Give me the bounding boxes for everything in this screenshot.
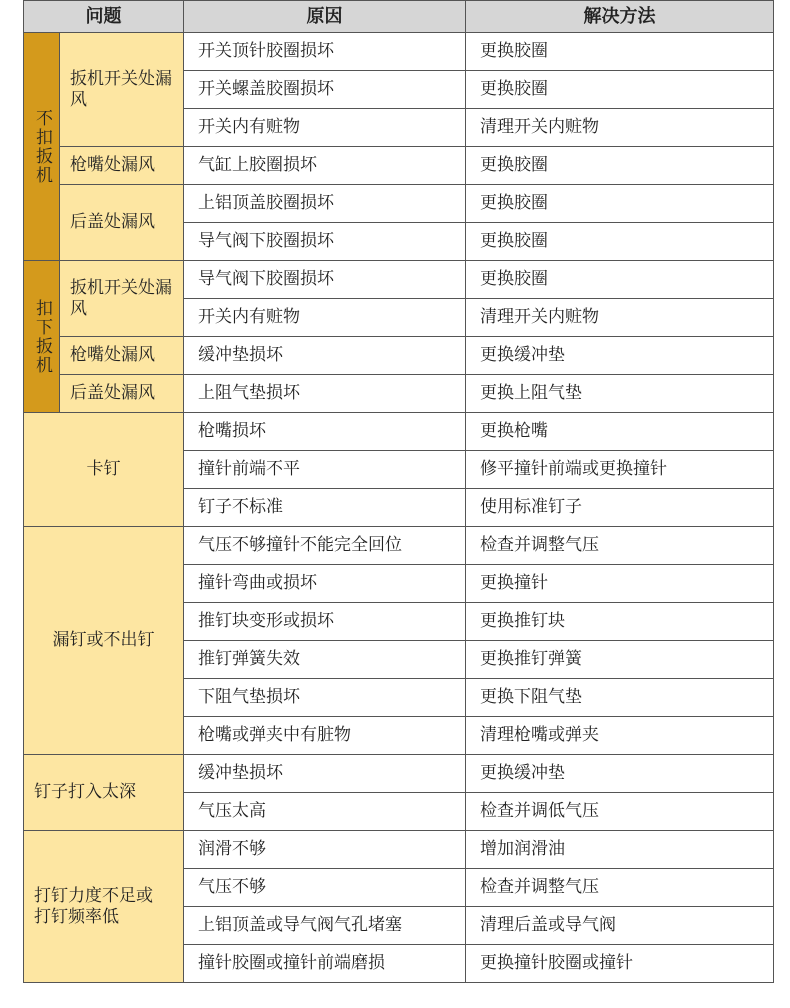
problem-label: 枪嘴处漏风 — [60, 147, 184, 185]
cause-cell: 开关螺盖胶圈损坏 — [184, 71, 466, 109]
cause-cell: 气缸上胶圈损坏 — [184, 147, 466, 185]
solution-cell: 更换枪嘴 — [466, 413, 774, 451]
header-cause: 原因 — [184, 1, 466, 33]
cause-cell: 气压不够撞针不能完全回位 — [184, 527, 466, 565]
problem-label: 扳机开关处漏风 — [60, 33, 184, 147]
solution-cell: 更换胶圈 — [466, 185, 774, 223]
cause-cell: 开关顶针胶圈损坏 — [184, 33, 466, 71]
solution-cell: 更换胶圈 — [466, 261, 774, 299]
problem-label: 扳机开关处漏风 — [60, 261, 184, 337]
solution-cell: 更换上阻气垫 — [466, 375, 774, 413]
solution-cell: 使用标准钉子 — [466, 489, 774, 527]
cause-cell: 开关内有赃物 — [184, 109, 466, 147]
solution-cell: 检查并调整气压 — [466, 527, 774, 565]
problem-label: 后盖处漏风 — [60, 375, 184, 413]
solution-cell: 更换胶圈 — [466, 147, 774, 185]
cause-cell: 枪嘴损坏 — [184, 413, 466, 451]
solution-cell: 增加润滑油 — [466, 831, 774, 869]
cause-cell: 导气阀下胶圈损坏 — [184, 261, 466, 299]
solution-cell: 更换推钉块 — [466, 603, 774, 641]
table-row — [24, 755, 774, 793]
cause-cell: 撞针弯曲或损坏 — [184, 565, 466, 603]
table-row — [24, 33, 774, 71]
cause-cell: 撞针前端不平 — [184, 451, 466, 489]
cause-cell: 下阻气垫损坏 — [184, 679, 466, 717]
cause-cell: 气压太高 — [184, 793, 466, 831]
solution-cell: 更换胶圈 — [466, 223, 774, 261]
cause-cell: 推钉块变形或损坏 — [184, 603, 466, 641]
cause-cell: 钉子不标准 — [184, 489, 466, 527]
table-row — [24, 527, 774, 565]
cause-cell: 润滑不够 — [184, 831, 466, 869]
solution-cell: 更换撞针 — [466, 565, 774, 603]
cause-cell: 气压不够 — [184, 869, 466, 907]
solution-cell: 修平撞针前端或更换撞针 — [466, 451, 774, 489]
problem-label: 打钉力度不足或打钉频率低 — [24, 831, 184, 983]
solution-cell: 更换胶圈 — [466, 71, 774, 109]
solution-cell: 更换缓冲垫 — [466, 337, 774, 375]
solution-cell: 清理后盖或导气阀 — [466, 907, 774, 945]
troubleshooting-table — [23, 0, 774, 983]
group-label: 扣下扳机 — [24, 261, 60, 413]
header-solution: 解决方法 — [466, 1, 774, 33]
table-row — [24, 261, 774, 299]
solution-cell: 更换胶圈 — [466, 33, 774, 71]
solution-cell: 清理开关内赃物 — [466, 109, 774, 147]
table-row — [24, 337, 774, 375]
group-label: 不扣扳机 — [24, 33, 60, 261]
solution-cell: 更换推钉弹簧 — [466, 641, 774, 679]
table-body — [24, 33, 774, 983]
problem-label: 卡钉 — [24, 413, 184, 527]
cause-cell: 推钉弹簧失效 — [184, 641, 466, 679]
solution-cell: 更换缓冲垫 — [466, 755, 774, 793]
cause-cell: 枪嘴或弹夹中有脏物 — [184, 717, 466, 755]
cause-cell: 缓冲垫损坏 — [184, 337, 466, 375]
table-row — [24, 147, 774, 185]
cause-cell: 上阻气垫损坏 — [184, 375, 466, 413]
solution-cell: 清理开关内赃物 — [466, 299, 774, 337]
header-problem: 问题 — [24, 1, 184, 33]
solution-cell: 更换撞针胶圈或撞针 — [466, 945, 774, 983]
problem-label: 后盖处漏风 — [60, 185, 184, 261]
cause-cell: 导气阀下胶圈损坏 — [184, 223, 466, 261]
cause-cell: 开关内有赃物 — [184, 299, 466, 337]
cause-cell: 上铝顶盖胶圈损坏 — [184, 185, 466, 223]
solution-cell: 检查并调整气压 — [466, 869, 774, 907]
problem-label: 钉子打入太深 — [24, 755, 184, 831]
table-row — [24, 185, 774, 223]
table-row — [24, 831, 774, 869]
problem-label: 漏钉或不出钉 — [24, 527, 184, 755]
solution-cell: 清理枪嘴或弹夹 — [466, 717, 774, 755]
solution-cell: 检查并调低气压 — [466, 793, 774, 831]
solution-cell: 更换下阻气垫 — [466, 679, 774, 717]
cause-cell: 撞针胶圈或撞针前端磨损 — [184, 945, 466, 983]
table-row — [24, 413, 774, 451]
cause-cell: 上铝顶盖或导气阀气孔堵塞 — [184, 907, 466, 945]
cause-cell: 缓冲垫损坏 — [184, 755, 466, 793]
table-row — [24, 375, 774, 413]
problem-label: 枪嘴处漏风 — [60, 337, 184, 375]
header-row — [24, 1, 774, 33]
